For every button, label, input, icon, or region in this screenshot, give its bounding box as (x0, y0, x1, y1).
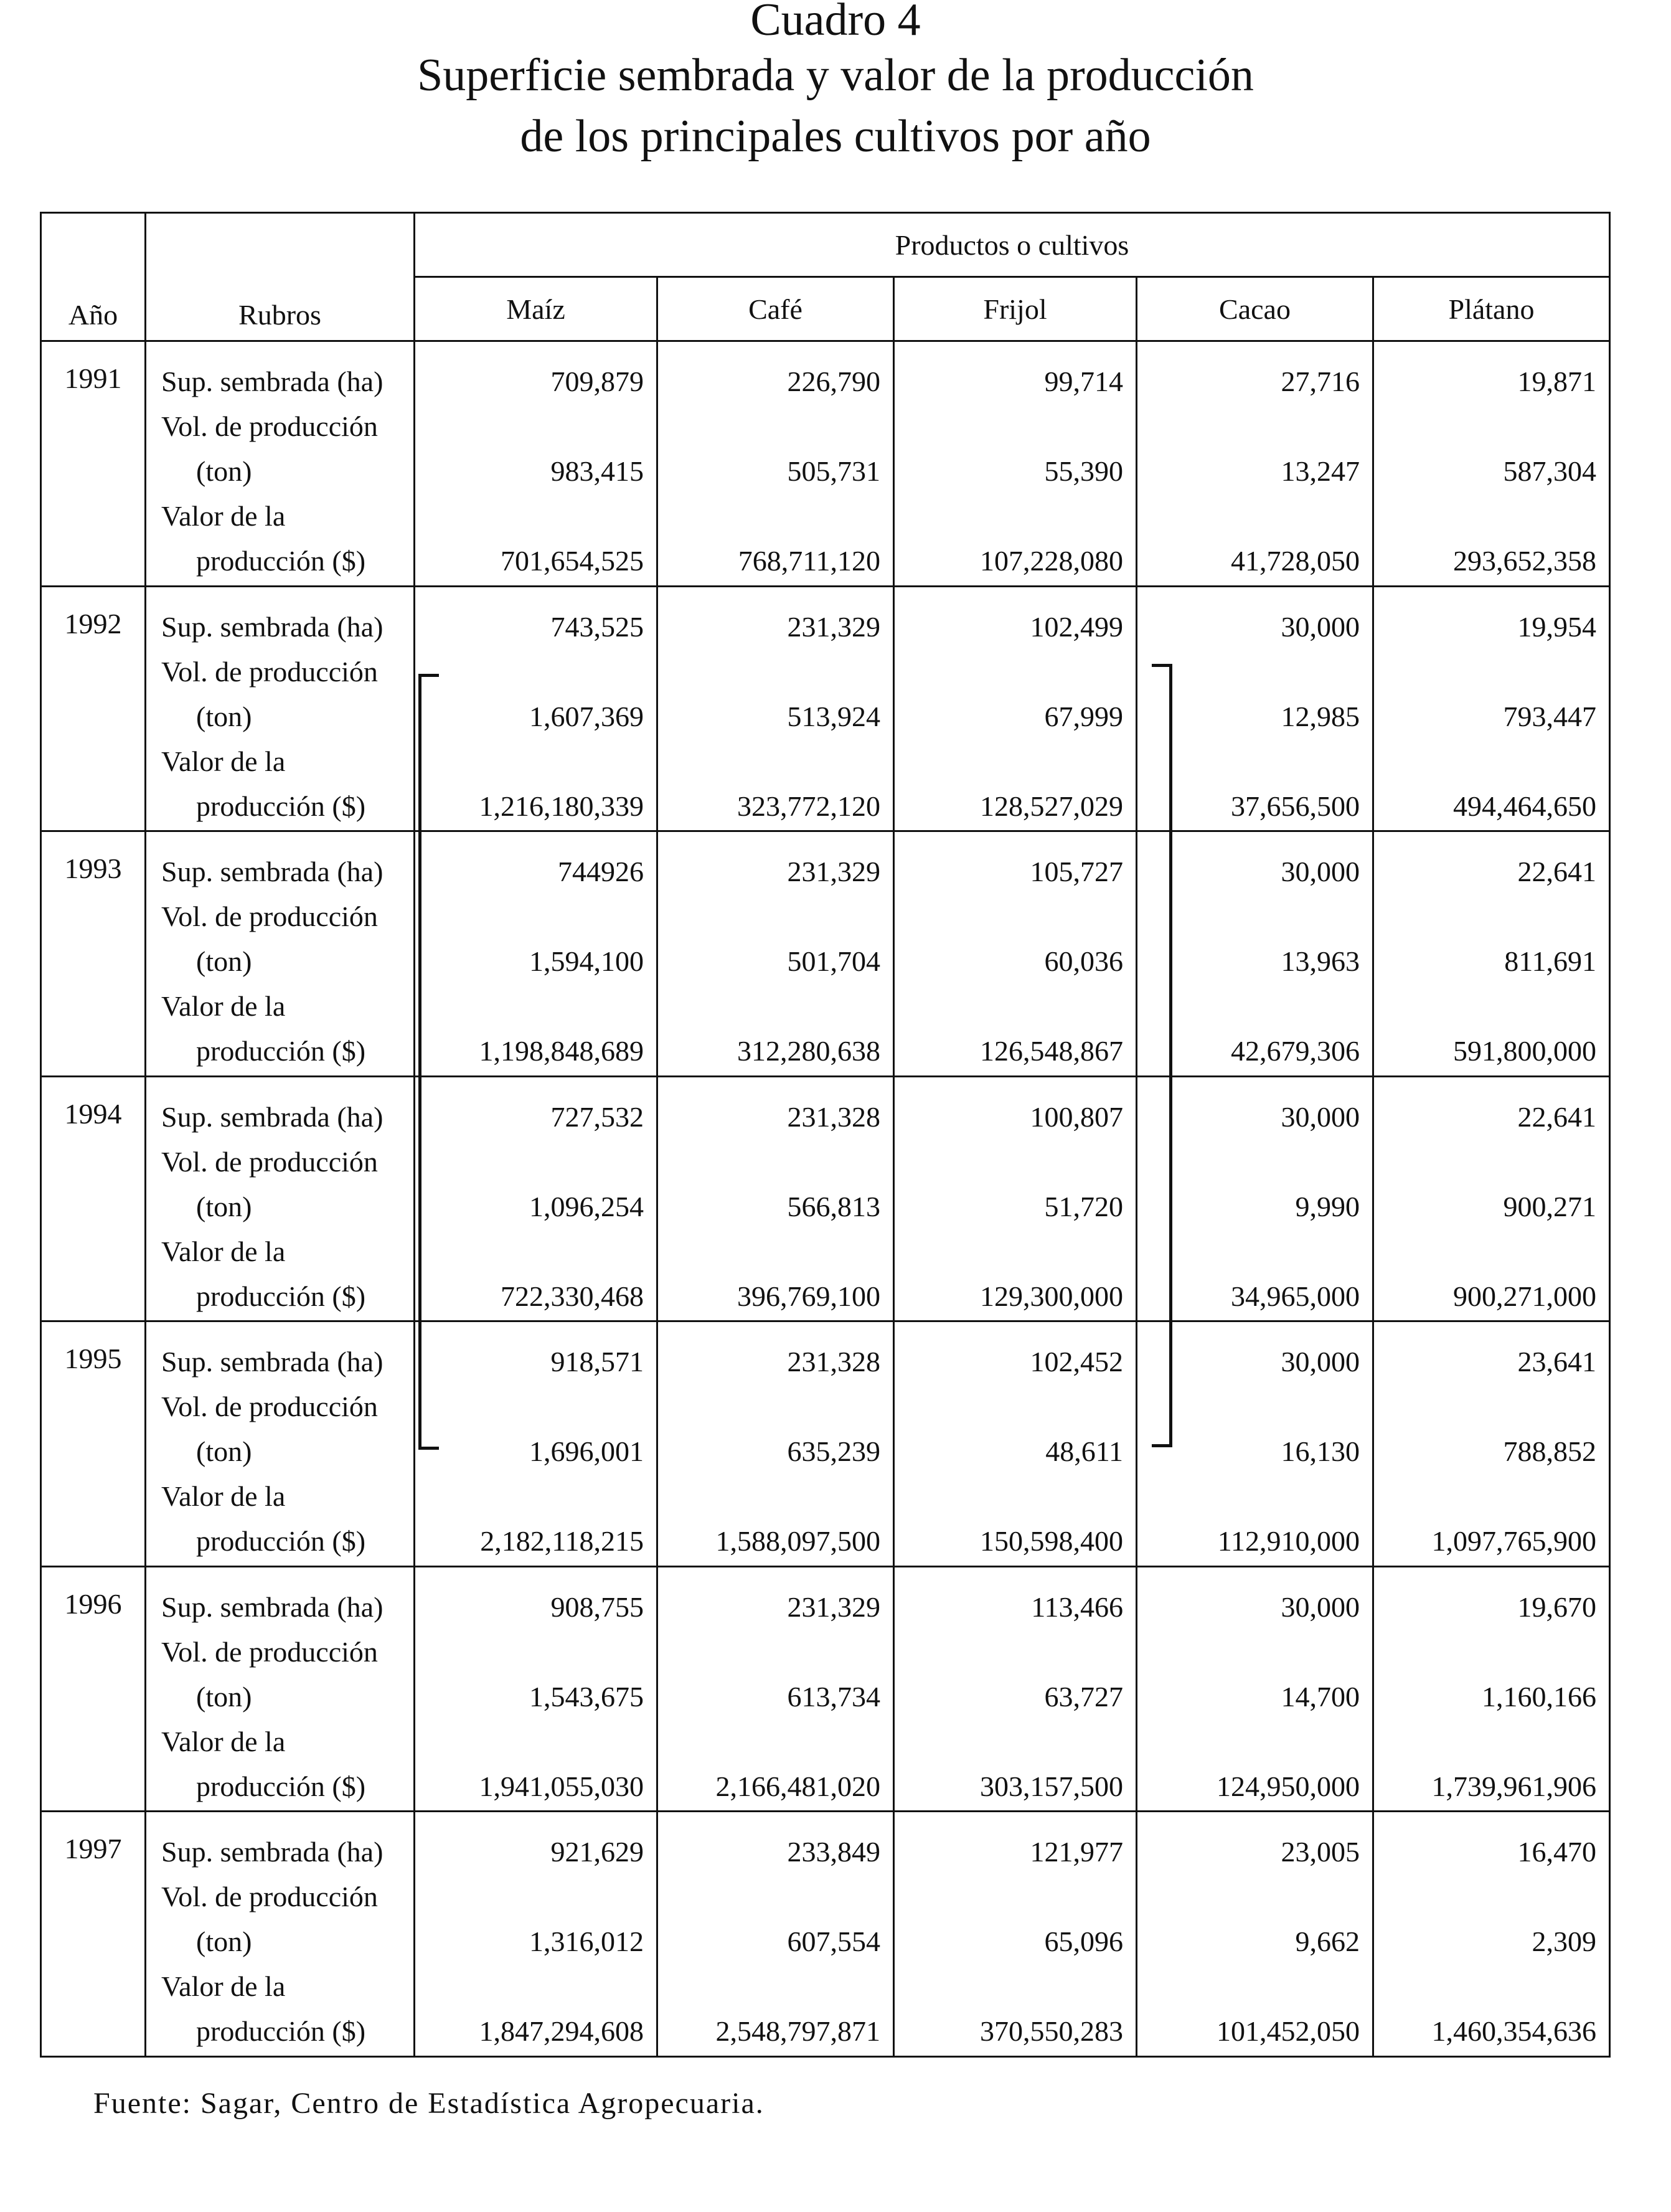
values-cell-maiz (415, 1812, 657, 2057)
spacer (1137, 1474, 1360, 1519)
spacer (658, 1874, 880, 1919)
spacer (895, 984, 1123, 1029)
value-valor-produccion: 101,452,050 (1217, 2015, 1360, 2048)
value-vol-produccion: 67,999 (1044, 700, 1123, 732)
spacer (895, 650, 1123, 694)
rubro-produccion: producción ($) (196, 2015, 366, 2048)
value-sup-sembrada: 16,470 (1517, 1836, 1596, 1868)
rubros-cell (146, 1812, 415, 2057)
values-cell-maiz (415, 1321, 657, 1567)
crops-table (40, 212, 1611, 2058)
spacer (1374, 1140, 1596, 1184)
spacer (1374, 1719, 1596, 1764)
spacer (415, 1630, 644, 1675)
values-cell-maiz (415, 831, 657, 1077)
value-sup-sembrada: 19,871 (1517, 366, 1596, 397)
spacer (895, 1719, 1123, 1764)
value-valor-produccion: 150,598,400 (980, 1525, 1123, 1557)
spacer (415, 1719, 644, 1764)
header-cafe: Café (657, 277, 894, 341)
rubro-sup-sembrada: Sup. sembrada (ha) (161, 1346, 384, 1378)
year-cell: 1996 (41, 1566, 146, 1812)
header-platano: Plátano (1373, 277, 1610, 341)
table-number: Cuadro 4 (750, 0, 921, 45)
value-vol-produccion: 505,731 (787, 455, 880, 487)
spacer (1137, 494, 1360, 539)
spacer (895, 894, 1123, 939)
spacer (1137, 1719, 1360, 1764)
value-valor-produccion: 1,097,765,900 (1431, 1525, 1596, 1557)
value-valor-produccion: 2,548,797,871 (715, 2015, 880, 2048)
value-valor-produccion: 293,652,358 (1453, 545, 1596, 577)
value-valor-produccion: 124,950,000 (1217, 1770, 1360, 1802)
value-sup-sembrada: 102,499 (1030, 610, 1123, 643)
value-vol-produccion: 900,271 (1503, 1190, 1596, 1222)
value-sup-sembrada: 30,000 (1281, 1590, 1360, 1623)
spacer (658, 650, 880, 694)
value-valor-produccion: 370,550,283 (980, 2015, 1123, 2048)
values-cell-cafe (657, 1812, 894, 2057)
value-vol-produccion: 607,554 (787, 1926, 880, 1958)
rubro-valor-de-la: Valor de la (161, 990, 286, 1023)
value-sup-sembrada: 30,000 (1281, 1346, 1360, 1378)
value-valor-produccion: 900,271,000 (1453, 1280, 1596, 1312)
year-cell: 1993 (41, 831, 146, 1077)
rubro-produccion: producción ($) (196, 1280, 366, 1312)
spacer (895, 1964, 1123, 2009)
table-row (41, 1566, 1610, 1812)
rubro-sup-sembrada: Sup. sembrada (ha) (161, 610, 384, 643)
value-sup-sembrada: 231,328 (787, 1346, 880, 1378)
rubro-sup-sembrada: Sup. sembrada (ha) (161, 1590, 384, 1623)
spacer (1374, 984, 1596, 1029)
rubro-produccion: producción ($) (196, 545, 366, 577)
rubro-valor-de-la: Valor de la (161, 1480, 286, 1513)
value-valor-produccion: 129,300,000 (980, 1280, 1123, 1312)
crops-table-wrapper (40, 212, 1609, 2058)
header-cacao: Cacao (1137, 277, 1373, 341)
rubro-valor-de-la: Valor de la (161, 1725, 286, 1757)
rubros-cell (146, 1321, 415, 1567)
title-block (0, 0, 1671, 167)
values-cell-platano (1373, 341, 1610, 587)
values-cell-cafe (657, 586, 894, 831)
spacer (658, 1384, 880, 1429)
spacer (658, 1140, 880, 1184)
spacer (415, 739, 644, 784)
value-vol-produccion: 9,990 (1295, 1190, 1360, 1222)
header-year: Año (41, 213, 146, 341)
rubros-cell (146, 831, 415, 1077)
values-cell-cacao (1137, 1566, 1373, 1812)
value-sup-sembrada: 22,641 (1517, 856, 1596, 888)
value-valor-produccion: 312,280,638 (737, 1035, 880, 1067)
value-vol-produccion: 65,096 (1044, 1926, 1123, 1958)
values-cell-cafe (657, 1321, 894, 1567)
spacer (415, 494, 644, 539)
rubro-vol-produccion: Vol. de producción (161, 1391, 378, 1423)
value-valor-produccion: 2,166,481,020 (715, 1770, 880, 1802)
spacer (415, 650, 644, 694)
spacer (895, 494, 1123, 539)
value-valor-produccion: 37,656,500 (1231, 790, 1360, 822)
values-cell-platano (1373, 1321, 1610, 1567)
values-cell-frijol (894, 1812, 1137, 2057)
spacer (1374, 1630, 1596, 1675)
spacer (658, 404, 880, 449)
header-products: Productos o cultivos (415, 213, 1610, 277)
spacer (415, 894, 644, 939)
rubro-ton: (ton) (196, 1435, 252, 1468)
spacer (658, 1229, 880, 1274)
year-cell: 1991 (41, 341, 146, 587)
value-valor-produccion: 768,711,120 (738, 545, 880, 577)
value-valor-produccion: 1,460,354,636 (1431, 2015, 1596, 2048)
values-cell-frijol (894, 1076, 1137, 1321)
value-vol-produccion: 51,720 (1044, 1190, 1123, 1222)
value-valor-produccion: 126,548,867 (980, 1035, 1123, 1067)
spacer (895, 739, 1123, 784)
values-cell-cafe (657, 341, 894, 587)
value-sup-sembrada: 30,000 (1281, 856, 1360, 888)
value-vol-produccion: 2,309 (1532, 1926, 1596, 1958)
rubro-sup-sembrada: Sup. sembrada (ha) (161, 1836, 384, 1868)
spacer (415, 1140, 644, 1184)
values-cell-platano (1373, 831, 1610, 1077)
header-frijol: Frijol (894, 277, 1137, 341)
value-vol-produccion: 63,727 (1044, 1680, 1123, 1713)
value-vol-produccion: 9,662 (1295, 1926, 1360, 1958)
value-sup-sembrada: 233,849 (787, 1836, 880, 1868)
values-cell-cafe (657, 1566, 894, 1812)
rubro-ton: (ton) (196, 700, 252, 732)
spacer (415, 1474, 644, 1519)
values-cell-frijol (894, 586, 1137, 831)
rubro-vol-produccion: Vol. de producción (161, 1881, 378, 1913)
value-vol-produccion: 1,096,254 (529, 1190, 644, 1222)
value-valor-produccion: 591,800,000 (1453, 1035, 1596, 1067)
spacer (415, 1229, 644, 1274)
value-sup-sembrada: 113,466 (1031, 1590, 1123, 1623)
spacer (658, 494, 880, 539)
spacer (658, 1630, 880, 1675)
spacer (895, 404, 1123, 449)
value-vol-produccion: 55,390 (1044, 455, 1123, 487)
values-cell-frijol (894, 1566, 1137, 1812)
rubro-sup-sembrada: Sup. sembrada (ha) (161, 856, 384, 888)
values-cell-platano (1373, 1076, 1610, 1321)
spacer (415, 1384, 644, 1429)
value-vol-produccion: 13,963 (1281, 945, 1360, 978)
spacer (1374, 404, 1596, 449)
rubro-valor-de-la: Valor de la (161, 745, 286, 777)
values-cell-cacao (1137, 1812, 1373, 2057)
value-vol-produccion: 1,160,166 (1482, 1680, 1596, 1713)
values-cell-maiz (415, 1566, 657, 1812)
spacer (895, 1630, 1123, 1675)
value-sup-sembrada: 727,532 (550, 1100, 644, 1133)
rubro-produccion: producción ($) (196, 1770, 366, 1802)
value-sup-sembrada: 30,000 (1281, 1100, 1360, 1133)
value-valor-produccion: 722,330,468 (501, 1280, 644, 1312)
value-vol-produccion: 587,304 (1503, 455, 1596, 487)
spacer (895, 1140, 1123, 1184)
value-sup-sembrada: 709,879 (550, 366, 644, 397)
table-body (41, 341, 1610, 2057)
rubros-cell (146, 586, 415, 831)
rubro-produccion: producción ($) (196, 1035, 366, 1067)
value-valor-produccion: 396,769,100 (737, 1280, 880, 1312)
rubro-ton: (ton) (196, 1926, 252, 1958)
spacer (1137, 1964, 1360, 2009)
rubro-ton: (ton) (196, 455, 252, 487)
spacer (1374, 494, 1596, 539)
value-valor-produccion: 1,216,180,339 (479, 790, 644, 822)
values-cell-maiz (415, 341, 657, 587)
rubro-ton: (ton) (196, 1680, 252, 1713)
value-valor-produccion: 42,679,306 (1231, 1035, 1360, 1067)
value-valor-produccion: 1,588,097,500 (715, 1525, 880, 1557)
value-valor-produccion: 323,772,120 (737, 790, 880, 822)
value-vol-produccion: 12,985 (1281, 700, 1360, 732)
value-sup-sembrada: 921,629 (550, 1836, 644, 1868)
value-vol-produccion: 635,239 (787, 1435, 880, 1468)
spacer (658, 984, 880, 1029)
year-cell: 1992 (41, 586, 146, 831)
rubro-ton: (ton) (196, 945, 252, 978)
rubro-sup-sembrada: Sup. sembrada (ha) (161, 1100, 384, 1133)
values-cell-cafe (657, 1076, 894, 1321)
rubro-produccion: producción ($) (196, 790, 366, 822)
rubros-cell (146, 341, 415, 587)
value-valor-produccion: 2,182,118,215 (480, 1525, 644, 1557)
value-sup-sembrada: 231,329 (787, 1590, 880, 1623)
spacer (895, 1474, 1123, 1519)
table-title-line1: Superficie sembrada y valor de la producción (417, 50, 1254, 101)
value-vol-produccion: 788,852 (1503, 1435, 1596, 1468)
value-sup-sembrada: 102,452 (1030, 1346, 1123, 1378)
spacer (415, 1874, 644, 1919)
value-vol-produccion: 1,543,675 (529, 1680, 644, 1713)
table-row (41, 1812, 1610, 2057)
value-sup-sembrada: 231,329 (787, 610, 880, 643)
value-vol-produccion: 1,607,369 (529, 700, 644, 732)
spacer (415, 1964, 644, 2009)
values-cell-cacao (1137, 341, 1373, 587)
spacer (658, 1719, 880, 1764)
value-valor-produccion: 1,198,848,689 (479, 1035, 644, 1067)
spacer (1374, 1384, 1596, 1429)
value-vol-produccion: 1,316,012 (529, 1926, 644, 1958)
spacer (1374, 894, 1596, 939)
right-bracket (1152, 664, 1172, 1447)
value-sup-sembrada: 22,641 (1517, 1100, 1596, 1133)
value-sup-sembrada: 744926 (558, 856, 644, 888)
spacer (1374, 739, 1596, 784)
value-vol-produccion: 1,696,001 (529, 1435, 644, 1468)
value-sup-sembrada: 743,525 (550, 610, 644, 643)
value-sup-sembrada: 27,716 (1281, 366, 1360, 397)
spacer (1374, 1874, 1596, 1919)
rubro-ton: (ton) (196, 1190, 252, 1222)
values-cell-frijol (894, 831, 1137, 1077)
value-sup-sembrada: 231,329 (787, 856, 880, 888)
spacer (1137, 1874, 1360, 1919)
value-valor-produccion: 34,965,000 (1231, 1280, 1360, 1312)
rubro-sup-sembrada: Sup. sembrada (ha) (161, 366, 384, 397)
header-rubros: Rubros (146, 213, 415, 341)
value-valor-produccion: 303,157,500 (980, 1770, 1123, 1802)
value-valor-produccion: 701,654,525 (501, 545, 644, 577)
value-vol-produccion: 811,691 (1504, 945, 1596, 978)
spacer (415, 404, 644, 449)
table-row (41, 1321, 1610, 1567)
year-cell: 1994 (41, 1076, 146, 1321)
spacer (1374, 1474, 1596, 1519)
spacer (415, 984, 644, 1029)
value-vol-produccion: 983,415 (550, 455, 644, 487)
value-sup-sembrada: 23,005 (1281, 1836, 1360, 1868)
value-valor-produccion: 107,228,080 (980, 545, 1123, 577)
spacer (658, 894, 880, 939)
value-vol-produccion: 48,611 (1045, 1435, 1123, 1468)
value-valor-produccion: 41,728,050 (1231, 545, 1360, 577)
value-sup-sembrada: 30,000 (1281, 610, 1360, 643)
value-vol-produccion: 501,704 (787, 945, 880, 978)
spacer (1137, 1630, 1360, 1675)
values-cell-maiz (415, 1076, 657, 1321)
rubros-cell (146, 1566, 415, 1812)
values-cell-platano (1373, 586, 1610, 831)
value-vol-produccion: 566,813 (787, 1190, 880, 1222)
table-row (41, 341, 1610, 587)
values-cell-platano (1373, 1566, 1610, 1812)
value-valor-produccion: 1,847,294,608 (479, 2015, 644, 2048)
values-cell-maiz (415, 586, 657, 831)
value-vol-produccion: 1,594,100 (529, 945, 644, 978)
rubro-vol-produccion: Vol. de producción (161, 1145, 378, 1178)
value-sup-sembrada: 100,807 (1030, 1100, 1123, 1133)
value-valor-produccion: 112,910,000 (1217, 1525, 1360, 1557)
values-cell-cafe (657, 831, 894, 1077)
rubro-vol-produccion: Vol. de producción (161, 1635, 378, 1668)
header-maiz: Maíz (415, 277, 657, 341)
rubro-produccion: producción ($) (196, 1525, 366, 1557)
values-cell-frijol (894, 341, 1137, 587)
spacer (1374, 650, 1596, 694)
table-row (41, 1076, 1610, 1321)
value-valor-produccion: 128,527,029 (980, 790, 1123, 822)
rubro-vol-produccion: Vol. de producción (161, 655, 378, 688)
value-valor-produccion: 494,464,650 (1453, 790, 1596, 822)
spacer (658, 739, 880, 784)
value-valor-produccion: 1,941,055,030 (479, 1770, 644, 1802)
value-sup-sembrada: 19,954 (1517, 610, 1596, 643)
year-cell: 1995 (41, 1321, 146, 1567)
table-title-line2: de los principales cultivos por año (520, 111, 1151, 162)
rubro-vol-produccion: Vol. de producción (161, 900, 378, 933)
value-sup-sembrada: 23,641 (1517, 1346, 1596, 1378)
rubro-vol-produccion: Vol. de producción (161, 410, 378, 442)
source-note: Fuente: Sagar, Centro de Estadística Agropecuaria. (93, 2087, 765, 2120)
value-vol-produccion: 513,924 (787, 700, 880, 732)
rubro-valor-de-la: Valor de la (161, 1970, 286, 2003)
value-sup-sembrada: 908,755 (550, 1590, 644, 1623)
value-vol-produccion: 13,247 (1281, 455, 1360, 487)
year-cell: 1997 (41, 1812, 146, 2057)
values-cell-frijol (894, 1321, 1137, 1567)
value-vol-produccion: 793,447 (1503, 700, 1596, 732)
spacer (895, 1229, 1123, 1274)
value-sup-sembrada: 918,571 (550, 1346, 644, 1378)
value-valor-produccion: 1,739,961,906 (1431, 1770, 1596, 1802)
spacer (1374, 1964, 1596, 2009)
value-vol-produccion: 14,700 (1281, 1680, 1360, 1713)
value-sup-sembrada: 226,790 (787, 366, 880, 397)
spacer (895, 1874, 1123, 1919)
rubros-cell (146, 1076, 415, 1321)
table-row (41, 586, 1610, 831)
spacer (1137, 404, 1360, 449)
rubro-valor-de-la: Valor de la (161, 500, 286, 532)
value-sup-sembrada: 105,727 (1030, 856, 1123, 888)
spacer (658, 1474, 880, 1519)
rubro-valor-de-la: Valor de la (161, 1235, 286, 1267)
values-cell-platano (1373, 1812, 1610, 2057)
value-vol-produccion: 60,036 (1044, 945, 1123, 978)
value-vol-produccion: 613,734 (787, 1680, 880, 1713)
value-sup-sembrada: 99,714 (1044, 366, 1123, 397)
value-vol-produccion: 16,130 (1281, 1435, 1360, 1468)
left-bracket (418, 674, 439, 1450)
spacer (1374, 1229, 1596, 1274)
spacer (895, 1384, 1123, 1429)
value-sup-sembrada: 231,328 (787, 1100, 880, 1133)
value-sup-sembrada: 19,670 (1517, 1590, 1596, 1623)
value-sup-sembrada: 121,977 (1030, 1836, 1123, 1868)
table-row (41, 831, 1610, 1077)
spacer (658, 1964, 880, 2009)
